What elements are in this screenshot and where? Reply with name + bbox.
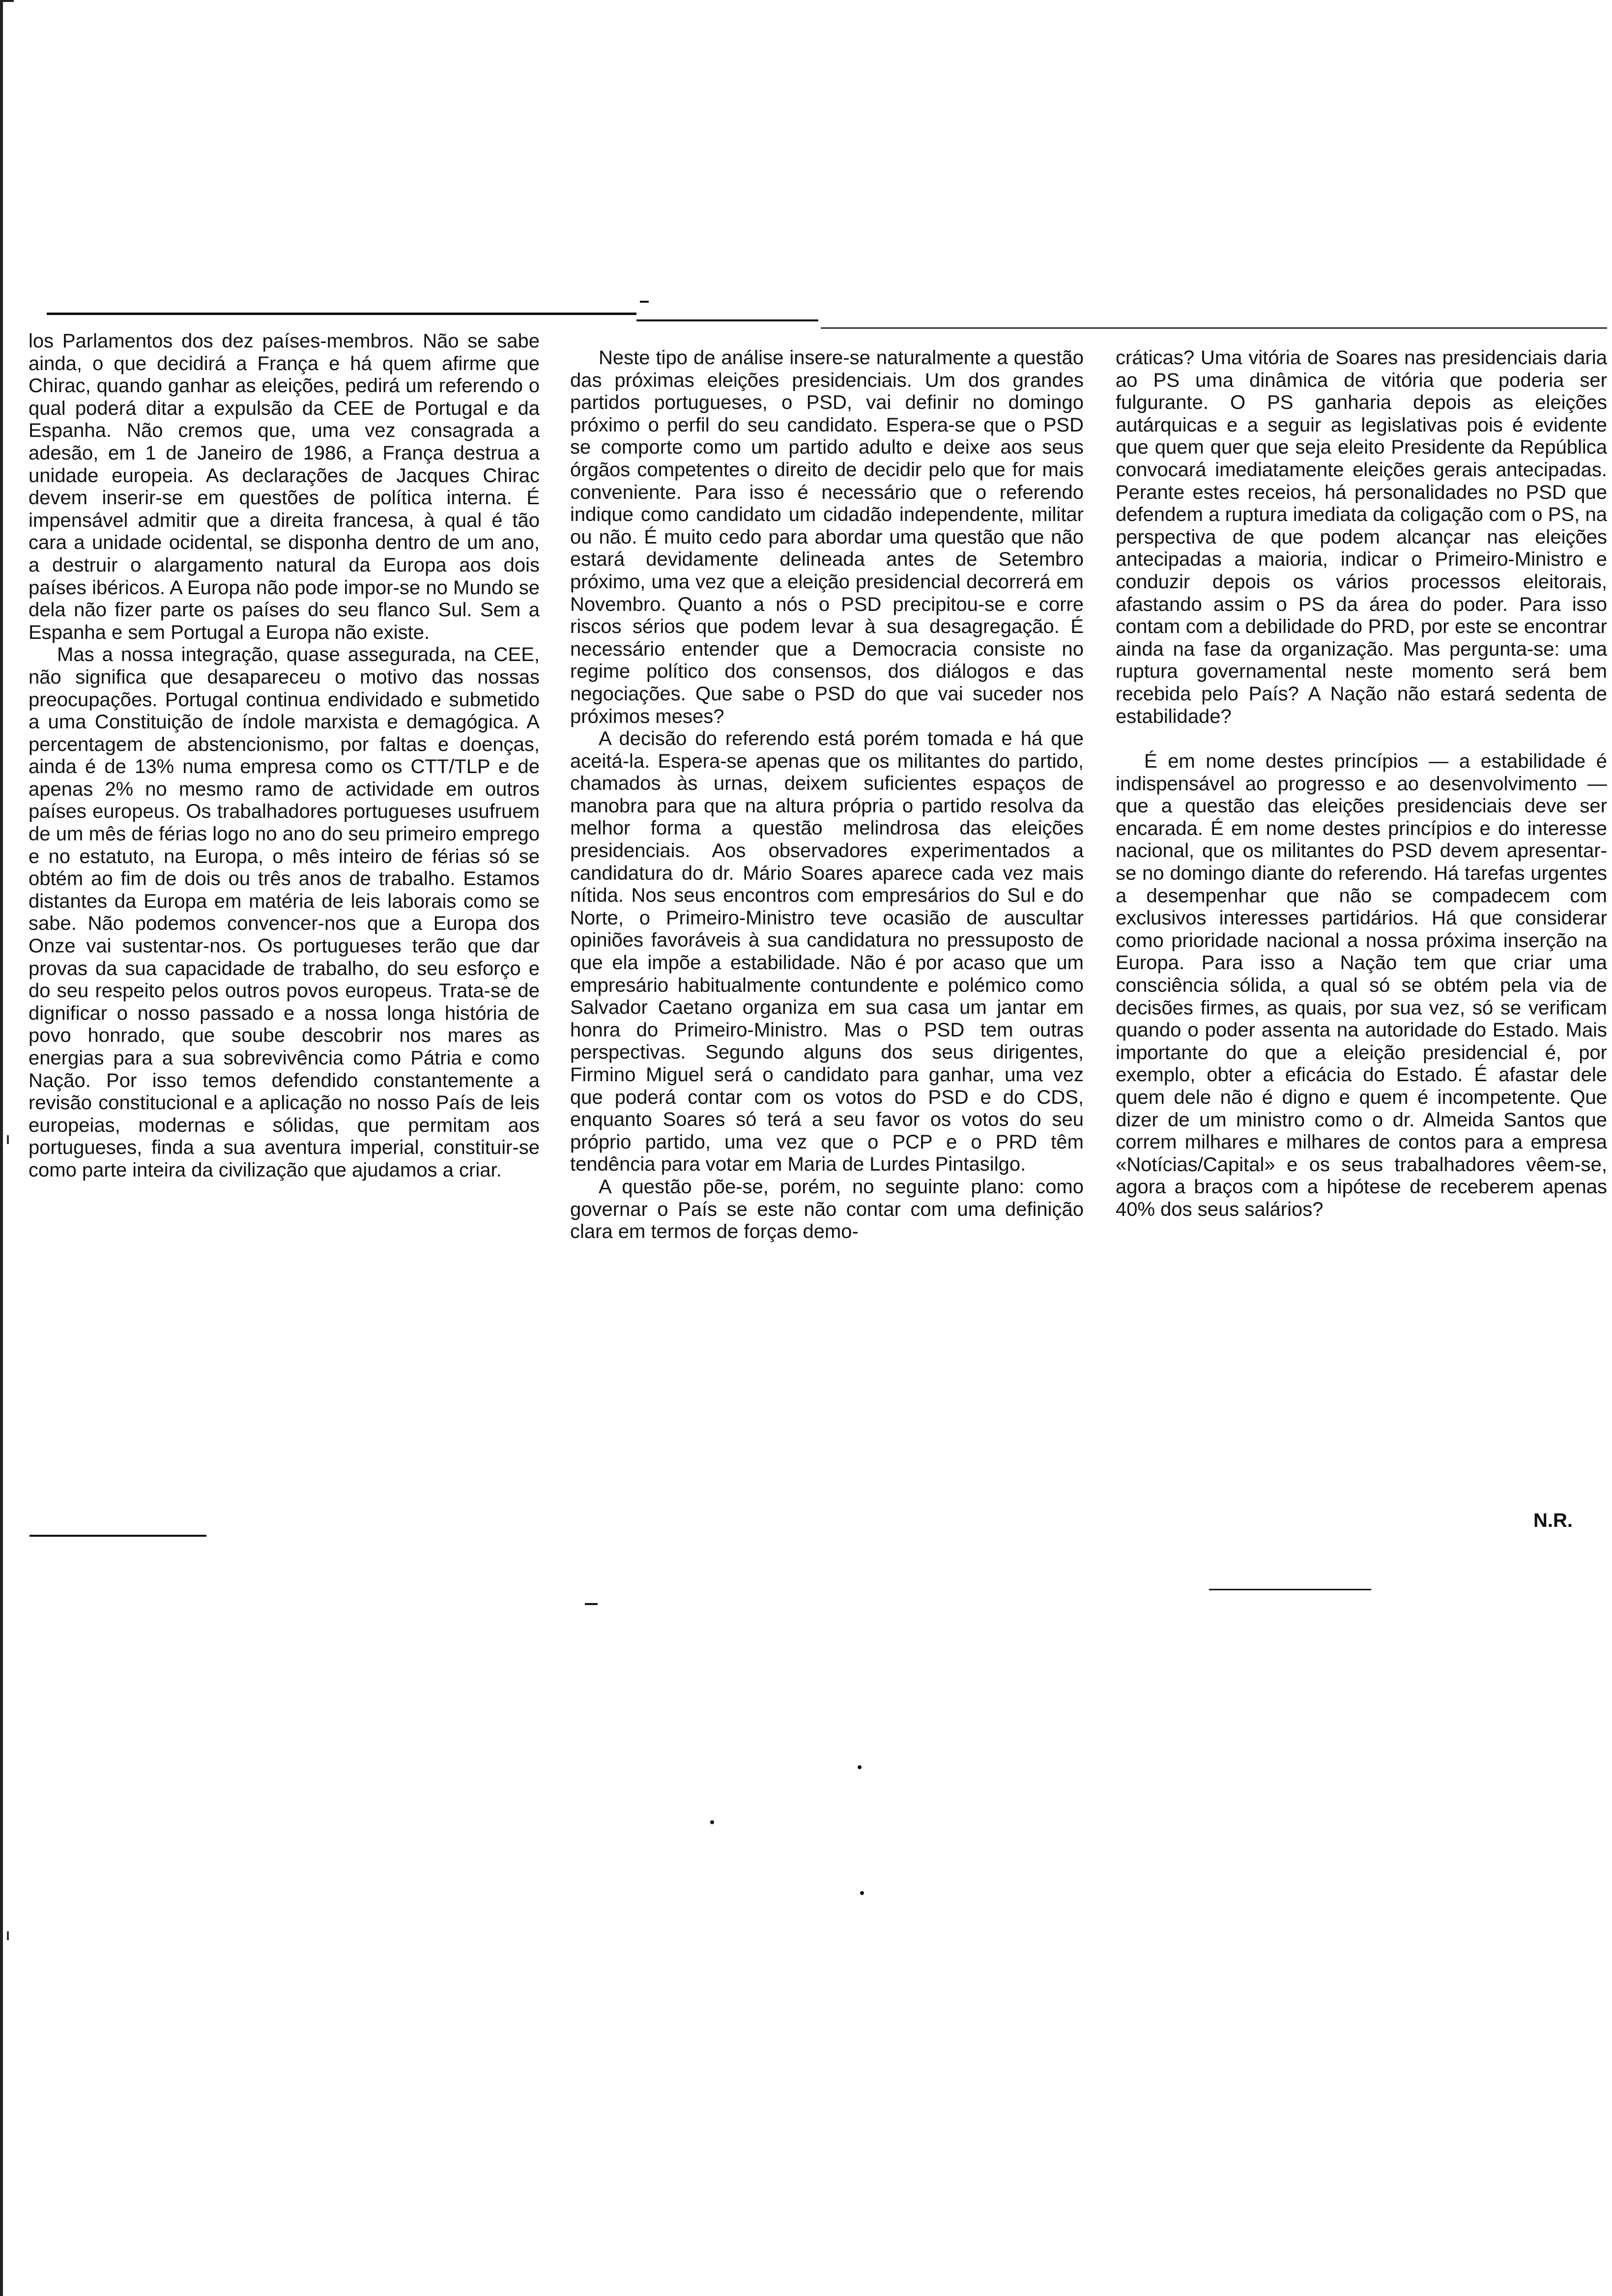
author-signature: N.R.	[1533, 1510, 1573, 1531]
bottom-rule-right	[1209, 1589, 1371, 1590]
scan-page-corner	[0, 0, 14, 2]
column-3-paragraph-1: cráticas? Uma vitória de Soares nas presidenciais daria ao PS uma dinâmica de vitória que poderia ser fulgurante. O PS ganharia depois as eleições autárquicas e a seguir as legislativas pois é evidente que quem quer que seja eleito Presidente da República convocará imediatamente eleições gerais antecipadas. Perante estes receios, há personalidades no PSD que defendem a ruptura imediata da coligação com o PS, na perspectiva de que podem alcançar nas eleições antecipadas a maioria, indicar o Primeiro-Ministro e conduzir depois os vários processos eleitorais, afastando assim o PS da área do poder. Para isso contam com a debilidade do PRD, por este se encontrar ainda na fase da organização. Mas pergunta-se: uma ruptura governamental neste momento será bem recebida pelo País? A Nação não estará sedenta de estabilidade?	[1116, 347, 1607, 727]
article-column-1	[29, 330, 540, 1182]
bottom-rule-left	[29, 1535, 206, 1537]
column-2-paragraph-1: Neste tipo de análise insere-se naturalmente a questão das próximas eleições presidenciais. Um dos grandes partidos portugueses, o PSD, vai definir no domingo próximo o perfil do seu candidato. Espera-se que o PSD se comporte como um partido adulto e deixe aos seus órgãos competentes o direito de decidir pelo que for mais conveniente. Para isso é necessário que o referendo indique como candidato um cidadão independente, militar ou não. É muito cedo para abordar uma questão que não estará devidamente delineada antes de Setembro próximo, uma vez que a eleição presidencial decorrerá em Novembro. Quanto a nós o PSD precipitou-se e corre riscos sérios que podem levar à sua desagregação. É necessário entender que a Democracia consiste no regime político dos consensos, dos diálogos e das negociações. Que sabe o PSD do que vai suceder nos próximos meses?	[570, 347, 1084, 727]
column-2-paragraph-2: A decisão do referendo está porém tomada e há que aceitá-la. Espera-se apenas que os militantes do partido, chamados às urnas, deixem suficientes espaços de manobra para que na altura própria o partido resolva da melhor forma a questão melindrosa das eleições presidenciais. Aos observadores experimentados a candidatura do dr. Mário Soares aparece cada vez mais nítida. Nos seus encontros com empresários do Sul e do Norte, o Primeiro-Ministro teve ocasião de auscultar opiniões favoráveis à sua candidatura no pressuposto de que ela impõe a estabilidade. Não é por acaso que um empresário habitualmente contundente e polémico como Salvador Caetano organiza em sua casa um jantar em honra do Primeiro-Ministro. Mas o PSD tem outras perspectivas. Segundo alguns dos seus dirigentes, Firmino Miguel será o candidato para ganhar, uma vez que poderá contar com os votos do PSD e do CDS, enquanto Soares só terá a seu favor os votos do seu próprio partido, uma vez que o PCP e o PRD têm tendência para votar em Maria de Lurdes Pintasilgo.	[570, 728, 1084, 1176]
top-rule-right	[821, 327, 1607, 329]
column-3-paragraph-2: É em nome destes princípios — a estabilidade é indispensável ao progresso e ao desenvolvimento — que a questão das eleições presidenciais deve ser encarada. É em nome destes princípios e do interesse nacional, que os militantes do PSD devem apresentar-se no domingo diante do referendo. Há tarefas urgentes a desempenhar que não se compadecem com exclusivos interesses partidários. Há que considerar como prioridade nacional a nossa próxima inserção na Europa. Para isso a Nação tem que criar uma consciência sólida, a qual só se obtém pela via de decisões firmes, as quais, por sua vez, só se verificam quando o poder assenta na autoridade do Estado. Mais importante do que a eleição presidencial é, por exemplo, obter a eficácia do Estado. É afastar dele quem dele não é digno e quem é incompetente. Que dizer de um ministro como o dr. Almeida Santos que correm milhares e milhares de contos para a empresa «Notícias/Capital» e os seus trabalhadores vêem-se, agora a braços com a hipótese de receberem apenas 40% dos seus salários?	[1116, 750, 1607, 1220]
bottom-rule-tick	[585, 1603, 598, 1605]
scan-speck	[710, 1820, 714, 1824]
top-rule-tick	[640, 301, 649, 303]
article-column-3	[1116, 347, 1607, 1221]
scan-speck	[860, 1891, 864, 1895]
column-2-paragraph-3: A questão põe-se, porém, no seguinte plano: como governar o País se este não contar com uma definição clara em termos de forças demo-	[570, 1176, 1084, 1243]
scan-page-edge	[0, 0, 3, 2296]
scan-edge-mark	[7, 1931, 9, 1940]
scan-edge-mark	[7, 1135, 9, 1144]
top-rule-middle	[636, 319, 818, 321]
top-rule-left	[47, 313, 636, 315]
article-column-2	[570, 347, 1084, 1243]
column-1-paragraph-2: Mas a nossa integração, quase assegurada, na CEE, não significa que desapareceu o motivo das nossas preocupações. Portugal continua endividado e submetido a uma Constituição de índole marxista e demagógica. A percentagem de abstencionismo, por faltas e doenças, ainda é de 13% numa empresa como os CTT/TLP e de apenas 2% no mesmo ramo de actividade em outros países europeus. Os trabalhadores portugueses usufruem de um mês de férias logo no ano do seu primeiro emprego e no estatuto, na Europa, o mês inteiro de férias só se obtém ao fim de dois ou três anos de trabalho. Estamos distantes da Europa em matéria de leis laborais como se sabe. Não podemos convencer-nos que a Europa dos Onze vai sustentar-nos. Os portugueses terão que dar provas da sua capacidade de trabalho, do seu esforço e do seu respeito pelos outros povos europeus. Trata-se de dignificar o nosso passado e a nossa longa história de povo honrado, que soube descobrir nos mares as energias para a sua sobrevivência como Pátria e como Nação. Por isso temos defendido constantemente a revisão constitucional e a aplicação no nosso País de leis europeias, modernas e sólidas, que permitam aos portugueses, finda a sua aventura imperial, constituir-se como parte inteira da civilização que ajudamos a criar.	[29, 644, 540, 1181]
scan-speck	[858, 1765, 862, 1769]
column-1-paragraph-1: los Parlamentos dos dez países-membros. Não se sabe ainda, o que decidirá a França e há quem afirme que Chirac, quando ganhar as eleições, pedirá um referendo o qual poderá ditar a expulsão da CEE de Portugal e da Espanha. Não cremos que, uma vez consagrada a adesão, em 1 de Janeiro de 1986, a França destrua a unidade europeia. As declarações de Jacques Chirac devem inserir-se em questões de política interna. É impensável admitir que a direita francesa, à qual é tão cara a unidade ocidental, se disponha dentro de um ano, a destruir o alargamento natural da Europa aos dois países ibéricos. A Europa não pode impor-se no Mundo se dela não fizer parte os países do seu flanco Sul. Sem a Espanha e sem Portugal a Europa não existe.	[29, 330, 540, 643]
